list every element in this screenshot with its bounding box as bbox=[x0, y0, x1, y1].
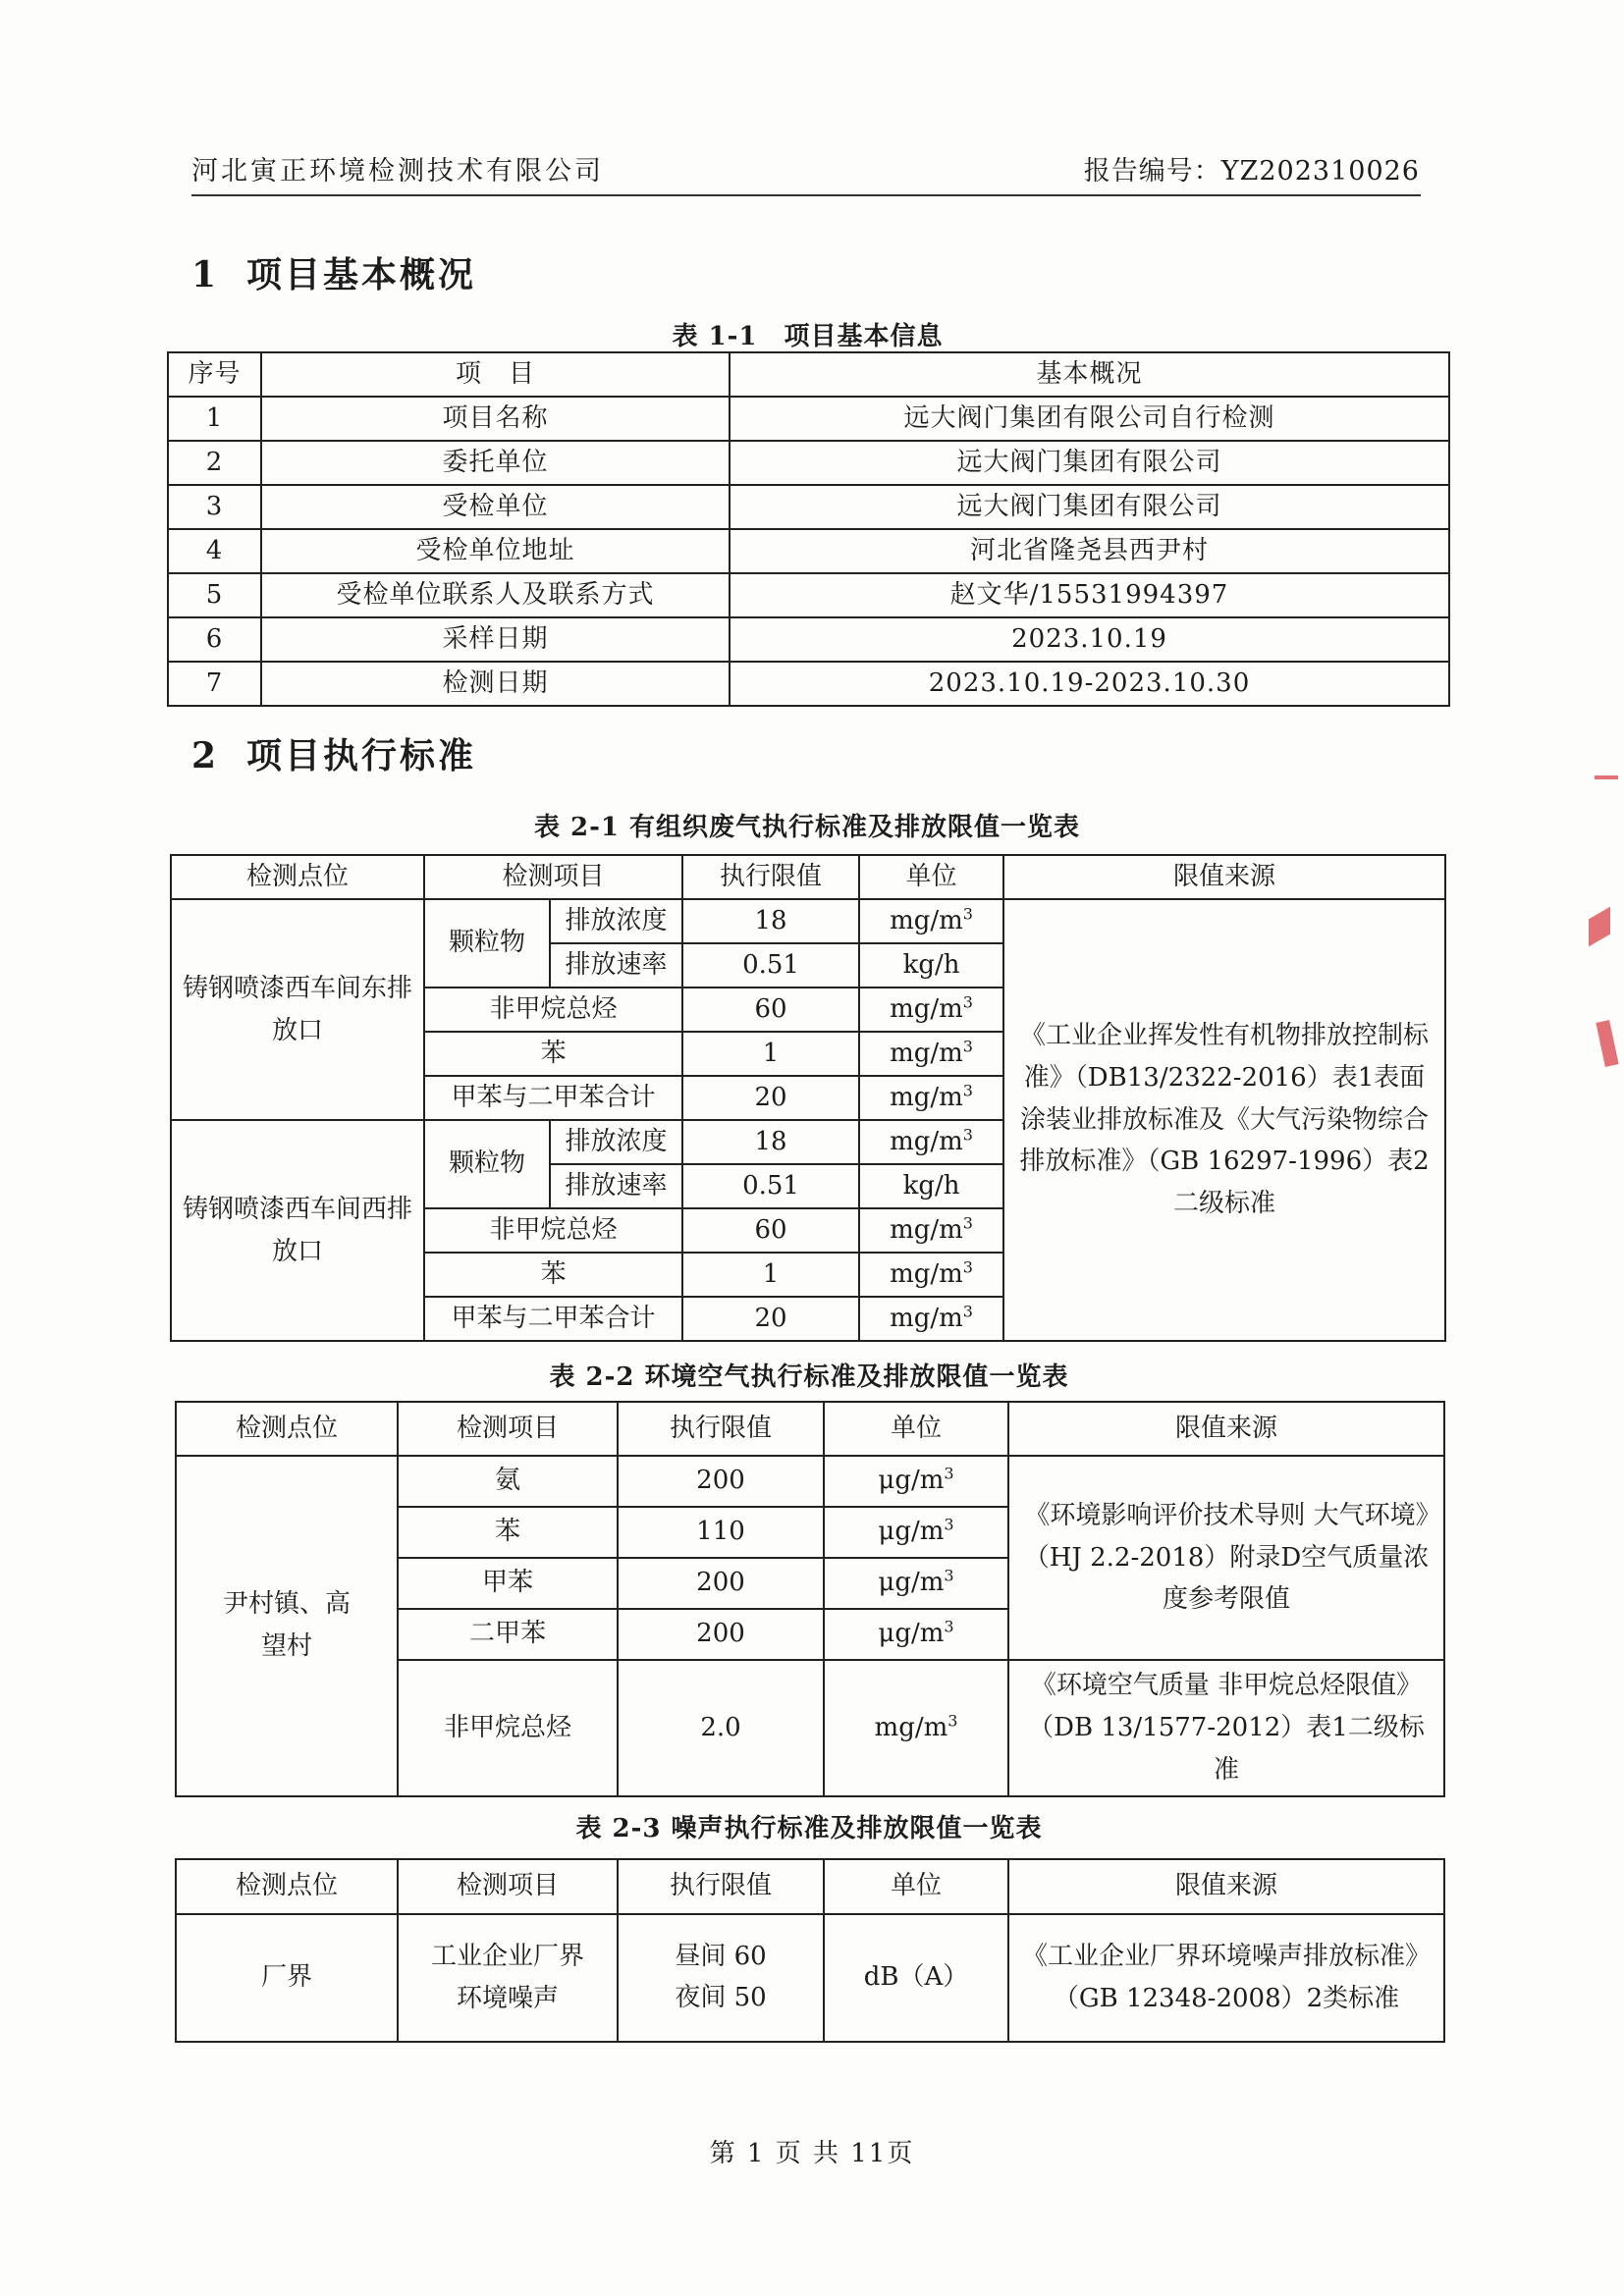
section-2-number: 2 bbox=[191, 735, 220, 776]
company-name: 河北寅正环境检测技术有限公司 bbox=[191, 156, 604, 187]
limit-cell: 0.51 bbox=[682, 943, 859, 988]
col-header: 执行限值 bbox=[618, 1402, 824, 1456]
col-header: 检测点位 bbox=[176, 1402, 398, 1456]
row-item: 受检单位联系人及联系方式 bbox=[261, 573, 730, 617]
col-header: 检测项目 bbox=[398, 1402, 618, 1456]
table-2-1 bbox=[170, 854, 1446, 1342]
limit-cell: 1 bbox=[682, 1032, 859, 1076]
row-value: 2023.10.19-2023.10.30 bbox=[730, 662, 1449, 706]
limit-cell: 2.0 bbox=[618, 1660, 824, 1796]
unit-cell: $mg/m^3$ bbox=[859, 1076, 1003, 1120]
table-row bbox=[176, 1456, 1444, 1507]
col-header: 序号 bbox=[168, 352, 261, 397]
col-header: 限值来源 bbox=[1008, 1859, 1444, 1914]
table-2-3 bbox=[175, 1858, 1445, 2043]
row-item: 受检单位地址 bbox=[261, 529, 730, 573]
section-1-heading bbox=[191, 247, 476, 297]
item-cell: 非甲烷总烃 bbox=[424, 1208, 682, 1253]
unit-cell: $\mu g/m^3$ bbox=[824, 1456, 1008, 1507]
limit-cell: 1 bbox=[682, 1253, 859, 1297]
row-value: 远大阀门集团有限公司 bbox=[730, 441, 1449, 485]
location-cell: 尹村镇、高望村 bbox=[176, 1456, 398, 1796]
limit-cell: 60 bbox=[682, 988, 859, 1032]
item-cell: 苯 bbox=[398, 1507, 618, 1558]
item-cell: 甲苯与二甲苯合计 bbox=[424, 1297, 682, 1341]
row-index: 4 bbox=[168, 529, 261, 573]
item-cell: 甲苯与二甲苯合计 bbox=[424, 1076, 682, 1120]
col-header: 检测点位 bbox=[171, 855, 424, 899]
limit-cell: 0.51 bbox=[682, 1164, 859, 1208]
col-header: 单位 bbox=[824, 1859, 1008, 1914]
limit-cell bbox=[618, 1914, 824, 2042]
table-row bbox=[171, 899, 1445, 943]
row-index: 3 bbox=[168, 485, 261, 529]
location-cell: 厂界 bbox=[176, 1914, 398, 2042]
unit-cell: $mg/m^3$ bbox=[859, 1032, 1003, 1076]
source-cell: 《工业企业挥发性有机物排放控制标准》（DB13/2322-2016）表1表面涂装业排放标准及《大气污染物综合排放标准》（GB 16297-1996）表2二级标准 bbox=[1003, 899, 1445, 1341]
item-cell: 工业企业厂界环境噪声 bbox=[398, 1914, 618, 2042]
col-header: 检测项目 bbox=[398, 1859, 618, 1914]
table-header-row bbox=[176, 1859, 1444, 1914]
seal-fragment bbox=[1589, 907, 1610, 947]
limit-cell: 20 bbox=[682, 1297, 859, 1341]
col-header: 限值来源 bbox=[1008, 1402, 1444, 1456]
unit-cell: dB（A） bbox=[824, 1914, 1008, 2042]
row-value: 远大阀门集团有限公司 bbox=[730, 485, 1449, 529]
table-row bbox=[168, 485, 1449, 529]
row-item: 受检单位 bbox=[261, 485, 730, 529]
col-header: 限值来源 bbox=[1003, 855, 1445, 899]
section-1-number: 1 bbox=[191, 254, 220, 295]
col-header: 执行限值 bbox=[618, 1859, 824, 1914]
location-cell: 铸钢喷漆西车间东排放口 bbox=[171, 899, 424, 1120]
table-header-row bbox=[171, 855, 1445, 899]
row-index: 1 bbox=[168, 397, 261, 441]
limit-cell: 200 bbox=[618, 1456, 824, 1507]
row-item: 委托单位 bbox=[261, 441, 730, 485]
unit-cell: $mg/m^3$ bbox=[824, 1660, 1008, 1796]
table-header-row bbox=[168, 352, 1449, 397]
table-row bbox=[168, 397, 1449, 441]
seal-fragment bbox=[1596, 1020, 1618, 1067]
col-header: 检测项目 bbox=[424, 855, 682, 899]
limit-cell: 18 bbox=[682, 899, 859, 943]
table-2-2-caption: 表 2-2 环境空气执行标准及排放限值一览表 bbox=[549, 1362, 1069, 1392]
unit-cell: $mg/m^3$ bbox=[859, 1253, 1003, 1297]
col-header: 单位 bbox=[824, 1402, 1008, 1456]
unit-cell: kg/h bbox=[859, 1164, 1003, 1208]
col-header: 项 目 bbox=[261, 352, 730, 397]
header-divider bbox=[191, 194, 1421, 196]
table-2-2 bbox=[175, 1401, 1445, 1797]
row-item: 采样日期 bbox=[261, 617, 730, 662]
row-value: 远大阀门集团有限公司自行检测 bbox=[730, 397, 1449, 441]
item-cell: 颗粒物 bbox=[424, 899, 550, 988]
source-cell: 《工业企业厂界环境噪声排放标准》（GB 12348-2008）2类标准 bbox=[1008, 1914, 1444, 2042]
table-2-3-caption: 表 2-3 噪声执行标准及排放限值一览表 bbox=[575, 1814, 1043, 1843]
item-cell: 非甲烷总烃 bbox=[424, 988, 682, 1032]
unit-cell: $mg/m^3$ bbox=[859, 1208, 1003, 1253]
unit-cell: $\mu g/m^3$ bbox=[824, 1609, 1008, 1660]
table-row bbox=[168, 617, 1449, 662]
row-item: 项目名称 bbox=[261, 397, 730, 441]
limit-cell: 200 bbox=[618, 1558, 824, 1609]
page-footer: 第 1 页 共 11页 bbox=[709, 2139, 915, 2168]
table-header-row bbox=[176, 1402, 1444, 1456]
table-1-1 bbox=[167, 351, 1450, 707]
row-item: 检测日期 bbox=[261, 662, 730, 706]
unit-cell: $\mu g/m^3$ bbox=[824, 1507, 1008, 1558]
table-row bbox=[176, 1914, 1444, 2042]
unit-cell: $\mu g/m^3$ bbox=[824, 1558, 1008, 1609]
unit-cell: kg/h bbox=[859, 943, 1003, 988]
table-row bbox=[168, 529, 1449, 573]
subitem-cell: 排放浓度 bbox=[550, 899, 682, 943]
limit-cell: 110 bbox=[618, 1507, 824, 1558]
location-cell: 铸钢喷漆西车间西排放口 bbox=[171, 1120, 424, 1341]
night-limit: 夜间 50 bbox=[675, 1983, 767, 2012]
row-index: 2 bbox=[168, 441, 261, 485]
subitem-cell: 排放浓度 bbox=[550, 1120, 682, 1164]
item-cell: 颗粒物 bbox=[424, 1120, 550, 1208]
unit-cell: $mg/m^3$ bbox=[859, 1297, 1003, 1341]
report-number: 报告编号：YZ202310026 bbox=[1083, 156, 1420, 187]
unit-cell: $mg/m^3$ bbox=[859, 1120, 1003, 1164]
table-row bbox=[168, 662, 1449, 706]
table-1-1-caption: 表 1-1 项目基本信息 bbox=[672, 322, 944, 351]
limit-cell: 200 bbox=[618, 1609, 824, 1660]
row-value: 河北省隆尧县西尹村 bbox=[730, 529, 1449, 573]
row-index: 6 bbox=[168, 617, 261, 662]
item-cell: 苯 bbox=[424, 1032, 682, 1076]
section-2-title: 项目执行标准 bbox=[246, 735, 477, 776]
unit-cell: $mg/m^3$ bbox=[859, 988, 1003, 1032]
limit-cell: 60 bbox=[682, 1208, 859, 1253]
table-row bbox=[168, 441, 1449, 485]
section-2-heading bbox=[191, 728, 476, 778]
limit-cell: 18 bbox=[682, 1120, 859, 1164]
item-cell: 二甲苯 bbox=[398, 1609, 618, 1660]
source-cell: 《环境空气质量 非甲烷总烃限值》（DB 13/1577-2012）表1二级标准 bbox=[1008, 1660, 1444, 1796]
item-cell: 氨 bbox=[398, 1456, 618, 1507]
limit-cell: 20 bbox=[682, 1076, 859, 1120]
item-cell: 甲苯 bbox=[398, 1558, 618, 1609]
col-header: 执行限值 bbox=[682, 855, 859, 899]
item-cell: 非甲烷总烃 bbox=[398, 1660, 618, 1796]
row-index: 7 bbox=[168, 662, 261, 706]
row-value: 赵文华/15531994397 bbox=[730, 573, 1449, 617]
item-cell: 苯 bbox=[424, 1253, 682, 1297]
table-2-1-caption: 表 2-1 有组织废气执行标准及排放限值一览表 bbox=[533, 813, 1081, 842]
table-row bbox=[168, 573, 1449, 617]
unit-cell: $mg/m^3$ bbox=[859, 899, 1003, 943]
col-header: 检测点位 bbox=[176, 1859, 398, 1914]
seal-fragment bbox=[1595, 775, 1618, 779]
subitem-cell: 排放速率 bbox=[550, 1164, 682, 1208]
section-1-title: 项目基本概况 bbox=[246, 254, 477, 295]
source-cell: 《环境影响评价技术导则 大气环境》（HJ 2.2-2018）附录D空气质量浓度参考限值 bbox=[1008, 1456, 1444, 1660]
row-index: 5 bbox=[168, 573, 261, 617]
col-header: 基本概况 bbox=[730, 352, 1449, 397]
col-header: 单位 bbox=[859, 855, 1003, 899]
subitem-cell: 排放速率 bbox=[550, 943, 682, 988]
row-value: 2023.10.19 bbox=[730, 617, 1449, 662]
day-limit: 昼间 60 bbox=[675, 1942, 767, 1972]
